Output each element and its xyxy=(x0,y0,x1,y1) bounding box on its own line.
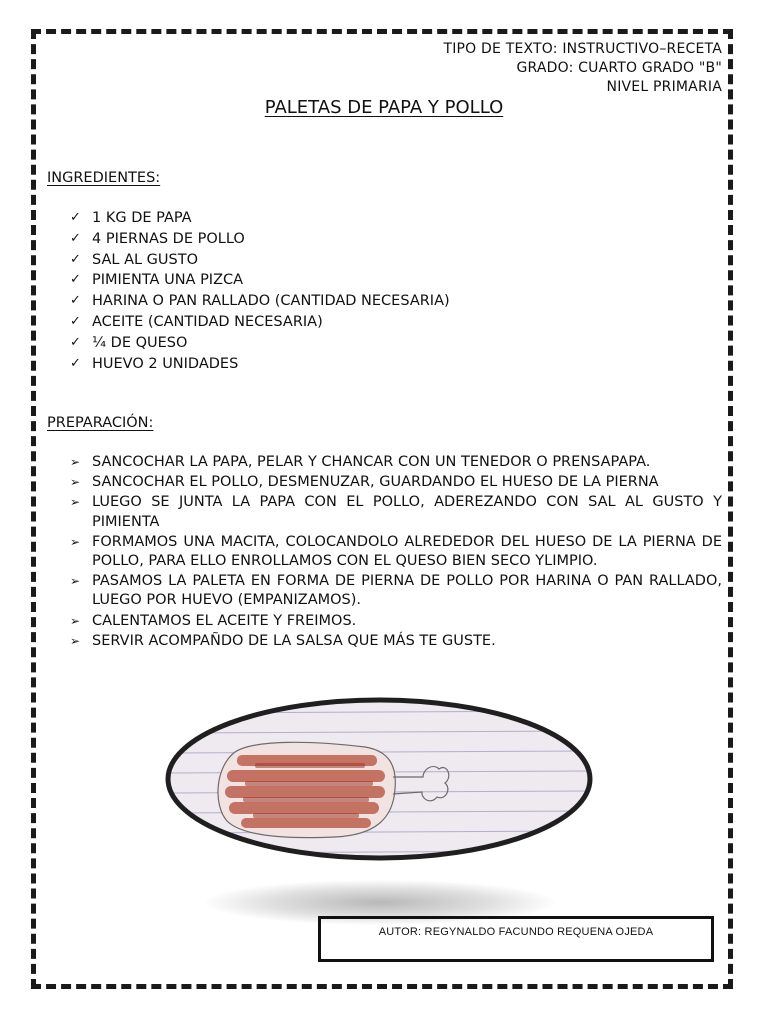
ingredient-item: ✓ ACEITE (CANTIDAD NECESARIA) xyxy=(70,312,450,333)
preparation-step: ➢ PASAMOS LA PALETA EN FORMA DE PIERNA DE POLLO POR HARINA O PAN RALLADO, LUEGO POR HUEVO (EMPANIZAMOS). xyxy=(70,573,722,609)
ingredient-item: ✓ SAL AL GUSTO xyxy=(70,250,450,271)
ingredient-item: ✓ 1 KG DE PAPA xyxy=(70,208,450,229)
document-header-info xyxy=(443,40,722,97)
checkmark-icon: ✓ xyxy=(70,210,81,225)
ingredient-item: ✓ PIMIENTA UNA PIZCA xyxy=(70,270,450,291)
arrow-bullet-icon: ➢ xyxy=(70,574,81,589)
checkmark-icon: ✓ xyxy=(70,355,81,371)
preparation-step: ➢ SANCOCHAR EL POLLO, DESMENUZAR, GUARDANDO EL HUESO DE LA PIERNA xyxy=(70,473,722,492)
ingredient-item: ✓ ¼ DE QUESO xyxy=(70,333,450,354)
arrow-bullet-icon: ➢ xyxy=(70,534,81,549)
checkmark-icon: ✓ xyxy=(70,334,81,350)
level-label: NIVEL PRIMARIA xyxy=(606,79,722,95)
preparation-heading: PREPARACIÓN: xyxy=(47,415,154,431)
preparation-step: ➢ CALENTAMOS EL ACEITE Y FREIMOS. xyxy=(70,612,722,631)
text-type-label: TIPO DE TEXTO: INSTRUCTIVO–RECETA xyxy=(443,41,722,57)
ingredient-item: ✓ HARINA O PAN RALLADO (CANTIDAD NECESARIA) xyxy=(70,291,450,312)
ingredients-list xyxy=(70,208,450,374)
author-box xyxy=(318,916,714,962)
chicken-leg-drawing xyxy=(165,697,593,861)
preparation-step: ➢ SERVIR ACOMPAÑDO DE LA SALSA QUE MÁS TE GUSTE. xyxy=(70,632,722,651)
author-label: AUTOR: REGYNALDO FACUNDO REQUENA OJEDA xyxy=(378,926,654,938)
checkmark-icon: ✓ xyxy=(70,230,81,246)
checkmark-icon: ✓ xyxy=(70,251,81,267)
checkmark-icon: ✓ xyxy=(70,272,81,288)
checkmark-icon: ✓ xyxy=(70,293,81,309)
recipe-title: PALETAS DE PAPA Y POLLO xyxy=(264,97,504,118)
grade-label: GRADO: CUARTO GRADO "B" xyxy=(516,60,722,76)
preparation-step: ➢ SANCOCHAR LA PAPA, PELAR Y CHANCAR CON UN TENEDOR O PRENSAPAPA. xyxy=(70,453,722,472)
arrow-bullet-icon: ➢ xyxy=(70,495,81,510)
arrow-bullet-icon: ➢ xyxy=(70,455,81,469)
preparation-step: ➢ FORMAMOS UNA MACITA, COLOCANDOLO ALREDEDOR DEL HUESO DE LA PIERNA DE POLLO, PARA ELLO ENROLLAMOS CON EL QUESO BIEN SECO YLIMPIO. xyxy=(70,533,722,570)
arrow-bullet-icon: ➢ xyxy=(70,633,81,648)
preparation-steps-list xyxy=(70,453,722,652)
arrow-bullet-icon: ➢ xyxy=(70,613,81,628)
ingredient-item: ✓ 4 PIERNAS DE POLLO xyxy=(70,229,450,250)
ingredient-item: ✓ HUEVO 2 UNIDADES xyxy=(70,354,450,375)
checkmark-icon: ✓ xyxy=(70,313,81,329)
arrow-bullet-icon: ➢ xyxy=(70,475,81,490)
preparation-step: ➢ LUEGO SE JUNTA LA PAPA CON EL POLLO, ADEREZANDO CON SAL AL GUSTO Y PIMIENTA xyxy=(70,494,722,530)
ingredients-heading: INGREDIENTES: xyxy=(47,170,161,186)
